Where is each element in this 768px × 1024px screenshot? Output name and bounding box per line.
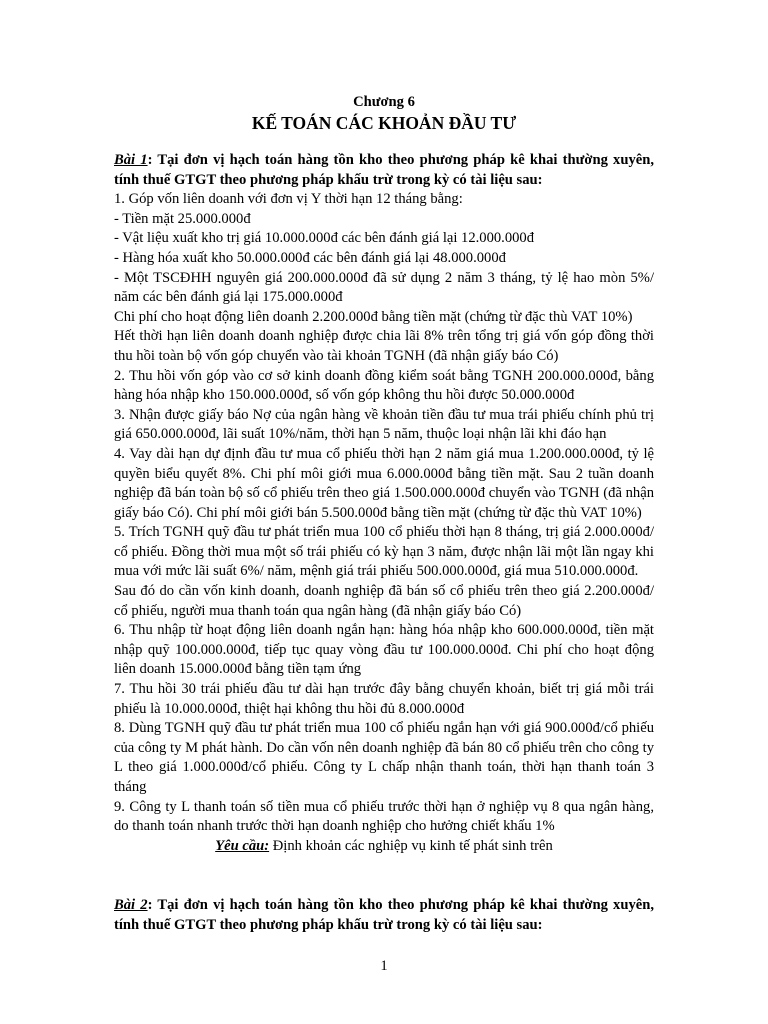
exercise-1-paragraph: - Tiền mặt 25.000.000đ — [114, 210, 251, 227]
exercise-1-paragraph: 1. Góp vốn liên doanh với đơn vị Y thời hạn 12 tháng bằng: — [114, 191, 463, 208]
exercise-1-paragraph: Chi phí cho hoạt động liên doanh 2.200.000đ bằng tiền mặt (chứng từ đặc thù VAT 10%) — [114, 308, 633, 325]
exercise-2-heading-text: : Tại đơn vị hạch toán hàng tồn kho theo phương pháp kê khai thường xuyên, tính thuế GTGT theo phương pháp khấu trừ trong kỳ có tài liệu sau: — [114, 897, 654, 933]
page-number: 1 — [380, 958, 388, 974]
exercise-1-body — [114, 190, 654, 837]
exercise-1-paragraph: 4. Vay dài hạn dự định đầu tư mua cổ phiếu thời hạn 2 năm giá mua 1.200.000.000đ, tỷ lệ quyền biểu quyết 8%. Chi phí môi giới mua 6.000.000đ bằng tiền mặt. Sau 2 tuần doanh nghiệp đã bán toàn bộ số cổ phiếu trên theo giá 1.500.000.000đ chuyển vào TGNH (đã nhận giấy báo Có). Chi phí môi giới bán 5.500.000đ bằng tiền mặt (chứng từ đặc thù VAT 10%) — [114, 445, 654, 521]
exercise-1-label: Bài 1 — [114, 152, 148, 168]
exercise-1-paragraph: 5. Trích TGNH quỹ đầu tư phát triển mua 100 cổ phiếu thời hạn 8 tháng, trị giá 2.000.000đ/ cổ phiếu. Đồng thời mua một số trái phiếu có kỳ hạn 3 năm, được nhận lãi một lần ngay khi mua với mức lãi suất 6%/ năm, mệnh giá trái phiếu 500.000.000đ, giá mua 510.000.000đ. — [114, 524, 654, 580]
requirement-label: Yêu cầu: — [215, 837, 270, 854]
requirement — [114, 837, 654, 857]
chapter-title: KẾ TOÁN CÁC KHOẢN ĐẦU TƯ — [251, 113, 517, 133]
exercise-1-paragraph: - Vật liệu xuất kho trị giá 10.000.000đ các bên đánh giá lại 12.000.000đ — [114, 230, 535, 247]
requirement-text: Định khoản các nghiệp vụ kinh tế phát sinh trên — [269, 837, 553, 854]
exercise-1-paragraph: 6. Thu nhập từ hoạt động liên doanh ngắn hạn: hàng hóa nhập kho 600.000.000đ, tiền mặt nhập quỹ 100.000.000đ, tiếp tục quay vòng đầu tư 100.000.000đ. Chi phí cho hoạt động liên doanh 15.000.000đ bằng tiền tạm ứng — [114, 622, 654, 678]
exercise-1-paragraph: 3. Nhận được giấy báo Nợ của ngân hàng về khoản tiền đầu tư mua trái phiếu chính phủ trị giá 650.000.000đ, lãi suất 10%/năm, thời hạn 5 năm, thuộc loại nhận lãi khi đáo hạn — [114, 406, 654, 443]
exercise-2-label: Bài 2 — [114, 897, 148, 914]
chapter-label: Chương 6 — [353, 94, 415, 110]
page-content — [114, 93, 654, 936]
exercise-1-paragraph: - Hàng hóa xuất kho 50.000.000đ các bên đánh giá lại 48.000.000đ — [114, 249, 506, 266]
exercise-1-paragraph: Sau đó do cần vốn kinh doanh, doanh nghiệp đã bán số cổ phiếu trên theo giá 2.200.000đ/ cổ phiếu, người mua thanh toán qua ngân hàng (đã nhận giấy báo Có) — [114, 583, 654, 619]
exercise-1-heading-text: : Tại đơn vị hạch toán hàng tồn kho theo phương pháp kê khai thường xuyên, tính thuế GTGT theo phương pháp khấu trừ trong kỳ có tài liệu sau: — [114, 152, 654, 188]
exercise-2-heading — [114, 896, 654, 935]
exercise-1-paragraph: - Một TSCĐHH nguyên giá 200.000.000đ đã sử dụng 2 năm 3 tháng, tỷ lệ hao mòn 5%/ năm các bên đánh giá lại 175.000.000đ — [114, 269, 654, 306]
exercise-1-paragraph: 7. Thu hồi 30 trái phiếu đầu tư dài hạn trước đây bằng chuyển khoản, biết trị giá mỗi trái phiếu là 10.000.000đ, thiệt hại không thu hồi đủ 8.000.000đ — [114, 681, 654, 717]
exercise-1-paragraph: 2. Thu hồi vốn góp vào cơ sở kinh doanh đồng kiểm soát bằng TGNH 200.000.000đ, bằng hàng hóa nhập kho 150.000.000đ, số vốn góp không thu hồi được 50.000.000đ — [114, 367, 654, 404]
exercise-1-paragraph: Hết thời hạn liên doanh doanh nghiệp được chia lãi 8% trên tổng trị giá vốn góp đồng thời thu hồi toàn bộ vốn góp chuyển vào tài khoản TGNH (đã nhận giấy báo Có) — [114, 328, 654, 364]
exercise-1-paragraph: 8. Dùng TGNH quỹ đầu tư phát triển mua 100 cổ phiếu ngắn hạn với giá 900.000đ/cổ phiếu của công ty M phát hành. Do cần vốn nên doanh nghiệp đã bán 80 cổ phiếu trên cho công ty L theo giá 1.000.000đ/cổ phiếu. Công ty L chấp nhận thanh toán, thời hạn thanh toán 3 tháng — [114, 720, 654, 795]
exercise-1 — [114, 151, 654, 856]
exercise-1-heading — [114, 151, 654, 190]
exercise-1-paragraph: 9. Công ty L thanh toán số tiền mua cổ phiếu trước thời hạn ở nghiệp vụ 8 qua ngân hàng, do thanh toán nhanh trước thời hạn doanh nghiệp cho hưởng chiết khấu 1% — [114, 798, 654, 835]
exercise-2 — [114, 896, 654, 935]
